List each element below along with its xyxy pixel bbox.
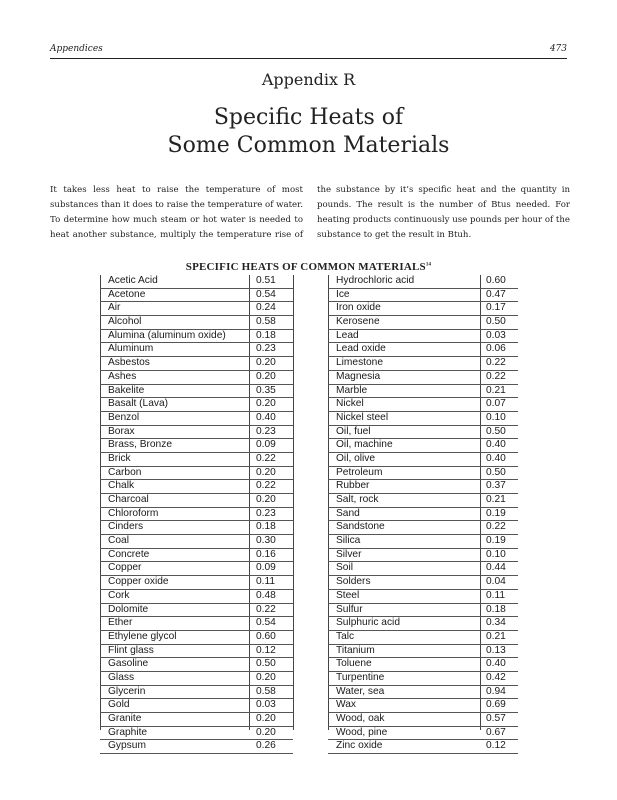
specific-heat-value: 0.23 — [256, 343, 276, 355]
specific-heat-value: 0.03 — [256, 699, 276, 711]
table-row — [100, 713, 293, 727]
specific-heat-value: 0.22 — [486, 521, 506, 533]
specific-heat-value: 0.60 — [486, 275, 506, 286]
specific-heat-value: 0.10 — [486, 411, 506, 423]
specific-heat-value: 0.16 — [256, 548, 276, 560]
material-name: Gypsum — [108, 740, 146, 752]
specific-heat-value: 0.57 — [486, 713, 506, 724]
material-name: Alumina (aluminum oxide) — [108, 329, 226, 341]
section-name: Appendices — [50, 44, 103, 54]
specific-heat-value: 0.54 — [256, 288, 276, 300]
material-name: Wax — [336, 699, 356, 711]
table-row — [328, 562, 518, 576]
table-row — [328, 617, 518, 631]
material-name: Turpentine — [336, 671, 385, 683]
material-name: Acetic Acid — [108, 275, 158, 286]
specific-heat-value: 0.24 — [256, 302, 276, 314]
material-name: Aluminum — [108, 343, 154, 355]
material-name: Ethylene glycol — [108, 630, 177, 642]
specific-heat-value: 0.40 — [486, 452, 506, 464]
material-name: Chloroform — [108, 507, 159, 519]
specific-heat-value: 0.51 — [256, 275, 276, 286]
material-name: Ether — [108, 617, 133, 629]
table-row — [328, 521, 518, 535]
material-name: Talc — [336, 630, 355, 642]
table-row — [100, 357, 293, 371]
specific-heat-value: 0.21 — [486, 630, 506, 642]
material-name: Cinders — [108, 521, 144, 533]
material-name: Cork — [108, 589, 130, 601]
table-row — [100, 385, 293, 399]
specific-heat-value: 0.34 — [486, 617, 506, 629]
specific-heat-value: 0.18 — [486, 603, 506, 615]
specific-heat-value: 0.21 — [486, 384, 506, 396]
table-row — [100, 590, 293, 604]
material-name: Sulphuric acid — [336, 617, 400, 629]
specific-heat-value: 0.06 — [486, 343, 506, 355]
specific-heat-value: 0.69 — [486, 699, 506, 711]
specific-heat-value: 0.50 — [256, 658, 276, 670]
table-right-column — [328, 275, 518, 754]
table-row — [100, 412, 293, 426]
material-name: Solders — [336, 576, 371, 588]
table-row — [100, 302, 293, 316]
table-row — [328, 686, 518, 700]
specific-heat-value: 0.20 — [256, 466, 276, 478]
specific-heat-value: 0.18 — [256, 521, 276, 533]
table-title-text: SPECIFIC HEATS OF COMMON MATERIALS — [185, 261, 426, 273]
table-row — [100, 330, 293, 344]
specific-heat-value: 0.22 — [256, 452, 276, 464]
material-name: Basalt (Lava) — [108, 398, 169, 410]
specific-heat-value: 0.22 — [256, 480, 276, 492]
material-name: Silica — [336, 535, 361, 547]
material-name: Air — [108, 302, 121, 314]
material-name: Wood, oak — [336, 713, 385, 724]
specific-heat-value: 0.20 — [256, 494, 276, 505]
specific-heat-value: 0.60 — [256, 630, 276, 642]
table-row — [328, 494, 518, 508]
page-number: 473 — [549, 44, 567, 54]
material-name: Lead oxide — [336, 343, 386, 355]
material-name: Nickel steel — [336, 411, 389, 423]
material-name: Granite — [108, 713, 142, 724]
specific-heat-value: 0.19 — [486, 535, 506, 547]
material-name: Magnesia — [336, 370, 381, 382]
material-name: Alcohol — [108, 316, 142, 328]
material-name: Dolomite — [108, 603, 149, 615]
specific-heat-value: 0.40 — [486, 658, 506, 670]
table-row — [100, 699, 293, 713]
table-row — [328, 713, 518, 727]
specific-heat-value: 0.20 — [256, 713, 276, 724]
table-row — [100, 631, 293, 645]
table-row — [328, 549, 518, 563]
table-row — [328, 672, 518, 686]
specific-heat-value: 0.40 — [256, 411, 276, 423]
material-name: Concrete — [108, 548, 150, 560]
table-row — [328, 453, 518, 467]
table-row — [100, 740, 293, 754]
specific-heat-value: 0.94 — [486, 685, 506, 697]
table-row — [328, 439, 518, 453]
material-name: Marble — [336, 384, 368, 396]
table-row — [100, 494, 293, 508]
table-row — [100, 426, 293, 440]
material-name: Nickel — [336, 398, 364, 410]
table-row — [100, 453, 293, 467]
specific-heat-value: 0.50 — [486, 466, 506, 478]
specific-heat-value: 0.09 — [256, 439, 276, 451]
material-name: Glycerin — [108, 685, 146, 697]
specific-heat-value: 0.20 — [256, 726, 276, 738]
material-name: Brick — [108, 452, 131, 464]
page-title — [0, 104, 617, 160]
material-name: Sandstone — [336, 521, 385, 533]
material-name: Flint glass — [108, 644, 154, 656]
table-row — [328, 371, 518, 385]
table-row — [328, 658, 518, 672]
material-name: Petroleum — [336, 466, 383, 478]
specific-heat-value: 0.30 — [256, 535, 276, 547]
material-name: Ashes — [108, 370, 137, 382]
material-name: Zinc oxide — [336, 740, 383, 752]
table-row — [328, 343, 518, 357]
material-name: Acetone — [108, 288, 146, 300]
table-row — [328, 590, 518, 604]
table-row — [328, 357, 518, 371]
table-row — [328, 535, 518, 549]
specific-heat-value: 0.03 — [486, 329, 506, 341]
material-name: Wood, pine — [336, 726, 388, 738]
specific-heat-value: 0.58 — [256, 316, 276, 328]
table-row — [100, 686, 293, 700]
specific-heat-value: 0.19 — [486, 507, 506, 519]
specific-heat-value: 0.22 — [256, 603, 276, 615]
table-row — [328, 576, 518, 590]
material-name: Copper — [108, 562, 142, 574]
specific-heat-value: 0.11 — [486, 589, 506, 601]
table-row — [100, 316, 293, 330]
material-name: Soil — [336, 562, 353, 574]
specific-heat-value: 0.37 — [486, 480, 506, 492]
specific-heat-value: 0.20 — [256, 671, 276, 683]
material-name: Borax — [108, 425, 135, 437]
specific-heat-value: 0.12 — [256, 644, 276, 656]
specific-heat-value: 0.40 — [486, 439, 506, 451]
table-row — [100, 535, 293, 549]
table-row — [100, 521, 293, 535]
table-row — [100, 289, 293, 303]
material-name: Coal — [108, 535, 129, 547]
material-name: Kerosene — [336, 316, 380, 328]
table-row — [328, 275, 518, 289]
table-row — [100, 727, 293, 741]
specific-heat-value: 0.12 — [486, 740, 506, 752]
specific-heat-value: 0.09 — [256, 562, 276, 574]
table-row — [100, 604, 293, 618]
specific-heat-value: 0.26 — [256, 740, 276, 752]
table-row — [100, 371, 293, 385]
table-row — [328, 426, 518, 440]
table-row — [100, 549, 293, 563]
table-row — [328, 508, 518, 522]
table-row — [328, 467, 518, 481]
specific-heat-value: 0.22 — [486, 370, 506, 382]
specific-heat-value: 0.04 — [486, 576, 506, 588]
specific-heat-value: 0.54 — [256, 617, 276, 629]
material-name: Glass — [108, 671, 135, 683]
appendix-label: Appendix R — [261, 70, 356, 89]
material-name: Iron oxide — [336, 302, 381, 314]
material-name: Sand — [336, 507, 360, 519]
specific-heat-value: 0.48 — [256, 589, 276, 601]
table-title — [0, 261, 617, 273]
table-row — [328, 412, 518, 426]
specific-heat-value: 0.17 — [486, 302, 506, 314]
table-left-column — [100, 275, 293, 754]
table-row — [100, 467, 293, 481]
material-name: Salt, rock — [336, 494, 379, 505]
material-name: Toluene — [336, 658, 372, 670]
material-name: Benzol — [108, 411, 140, 423]
material-name: Titanium — [336, 644, 375, 656]
material-name: Sulfur — [336, 603, 363, 615]
table-row — [328, 316, 518, 330]
material-name: Chalk — [108, 480, 135, 492]
table-row — [328, 398, 518, 412]
specific-heat-value: 0.10 — [486, 548, 506, 560]
specific-heat-value: 0.23 — [256, 425, 276, 437]
title-line-2: Some Common Materials — [167, 133, 450, 158]
table-row — [328, 330, 518, 344]
table-row — [100, 480, 293, 494]
table-row — [100, 508, 293, 522]
table-row — [328, 480, 518, 494]
specific-heat-value: 0.42 — [486, 671, 506, 683]
specific-heat-value: 0.21 — [486, 494, 506, 505]
material-name: Charcoal — [108, 494, 149, 505]
material-name: Oil, fuel — [336, 425, 371, 437]
specific-heat-value: 0.20 — [256, 398, 276, 410]
table-row — [100, 576, 293, 590]
specific-heat-value: 0.11 — [256, 576, 276, 588]
title-line-1: Specific Heats of — [213, 105, 404, 130]
material-name: Gasoline — [108, 658, 149, 670]
material-name: Brass, Bronze — [108, 439, 172, 451]
specific-heat-value: 0.44 — [486, 562, 506, 574]
table-row — [328, 385, 518, 399]
table-title-footnote-ref: 14 — [425, 262, 432, 268]
specific-heat-value: 0.23 — [256, 507, 276, 519]
table-row — [328, 289, 518, 303]
specific-heat-value: 0.20 — [256, 370, 276, 382]
material-name: Gold — [108, 699, 130, 711]
specific-heat-value: 0.20 — [256, 357, 276, 369]
material-name: Silver — [336, 548, 362, 560]
table-row — [100, 658, 293, 672]
material-name: Ice — [336, 288, 350, 300]
table-row — [100, 398, 293, 412]
specific-heat-value: 0.47 — [486, 288, 506, 300]
table-row — [100, 645, 293, 659]
specific-heat-value: 0.50 — [486, 316, 506, 328]
table-row — [100, 343, 293, 357]
running-header — [50, 44, 567, 59]
table-row — [100, 617, 293, 631]
specific-heat-value: 0.50 — [486, 425, 506, 437]
material-name: Hydrochloric acid — [336, 275, 415, 286]
material-name: Asbestos — [108, 357, 150, 369]
material-name: Lead — [336, 329, 359, 341]
specific-heat-value: 0.18 — [256, 329, 276, 341]
specific-heat-value: 0.35 — [256, 384, 276, 396]
intro-paragraph: It takes less heat to raise the temperature of most substances than it does to raise the temperature of water. To determine how much steam or hot water is needed to heat another substance, multiply the temperature rise of the substance by it’s specific heat and the quantity in pounds. The result is the number of Btus needed. For heating products continuously use pounds per hour of the substance to get the result in Btuh. — [50, 185, 571, 240]
material-name: Oil, machine — [336, 439, 393, 451]
material-name: Bakelite — [108, 384, 145, 396]
table-row — [328, 302, 518, 316]
specific-heat-value: 0.22 — [486, 357, 506, 369]
material-name: Graphite — [108, 726, 148, 738]
material-name: Copper oxide — [108, 576, 169, 588]
material-name: Oil, olive — [336, 452, 376, 464]
material-name: Steel — [336, 589, 360, 601]
table-row — [100, 672, 293, 686]
table-left-right-border — [293, 275, 294, 730]
table-row — [328, 604, 518, 618]
table-row — [100, 275, 293, 289]
table-row — [328, 631, 518, 645]
table-row — [328, 645, 518, 659]
specific-heat-value: 0.67 — [486, 726, 506, 738]
specific-heat-value: 0.07 — [486, 398, 506, 410]
material-name: Limestone — [336, 357, 384, 369]
table-row — [328, 740, 518, 754]
table-row — [328, 727, 518, 741]
material-name: Carbon — [108, 466, 142, 478]
material-name: Water, sea — [336, 685, 385, 697]
table-row — [328, 699, 518, 713]
specific-heat-value: 0.58 — [256, 685, 276, 697]
table-row — [100, 439, 293, 453]
specific-heat-value: 0.13 — [486, 644, 506, 656]
material-name: Rubber — [336, 480, 370, 492]
table-row — [100, 562, 293, 576]
